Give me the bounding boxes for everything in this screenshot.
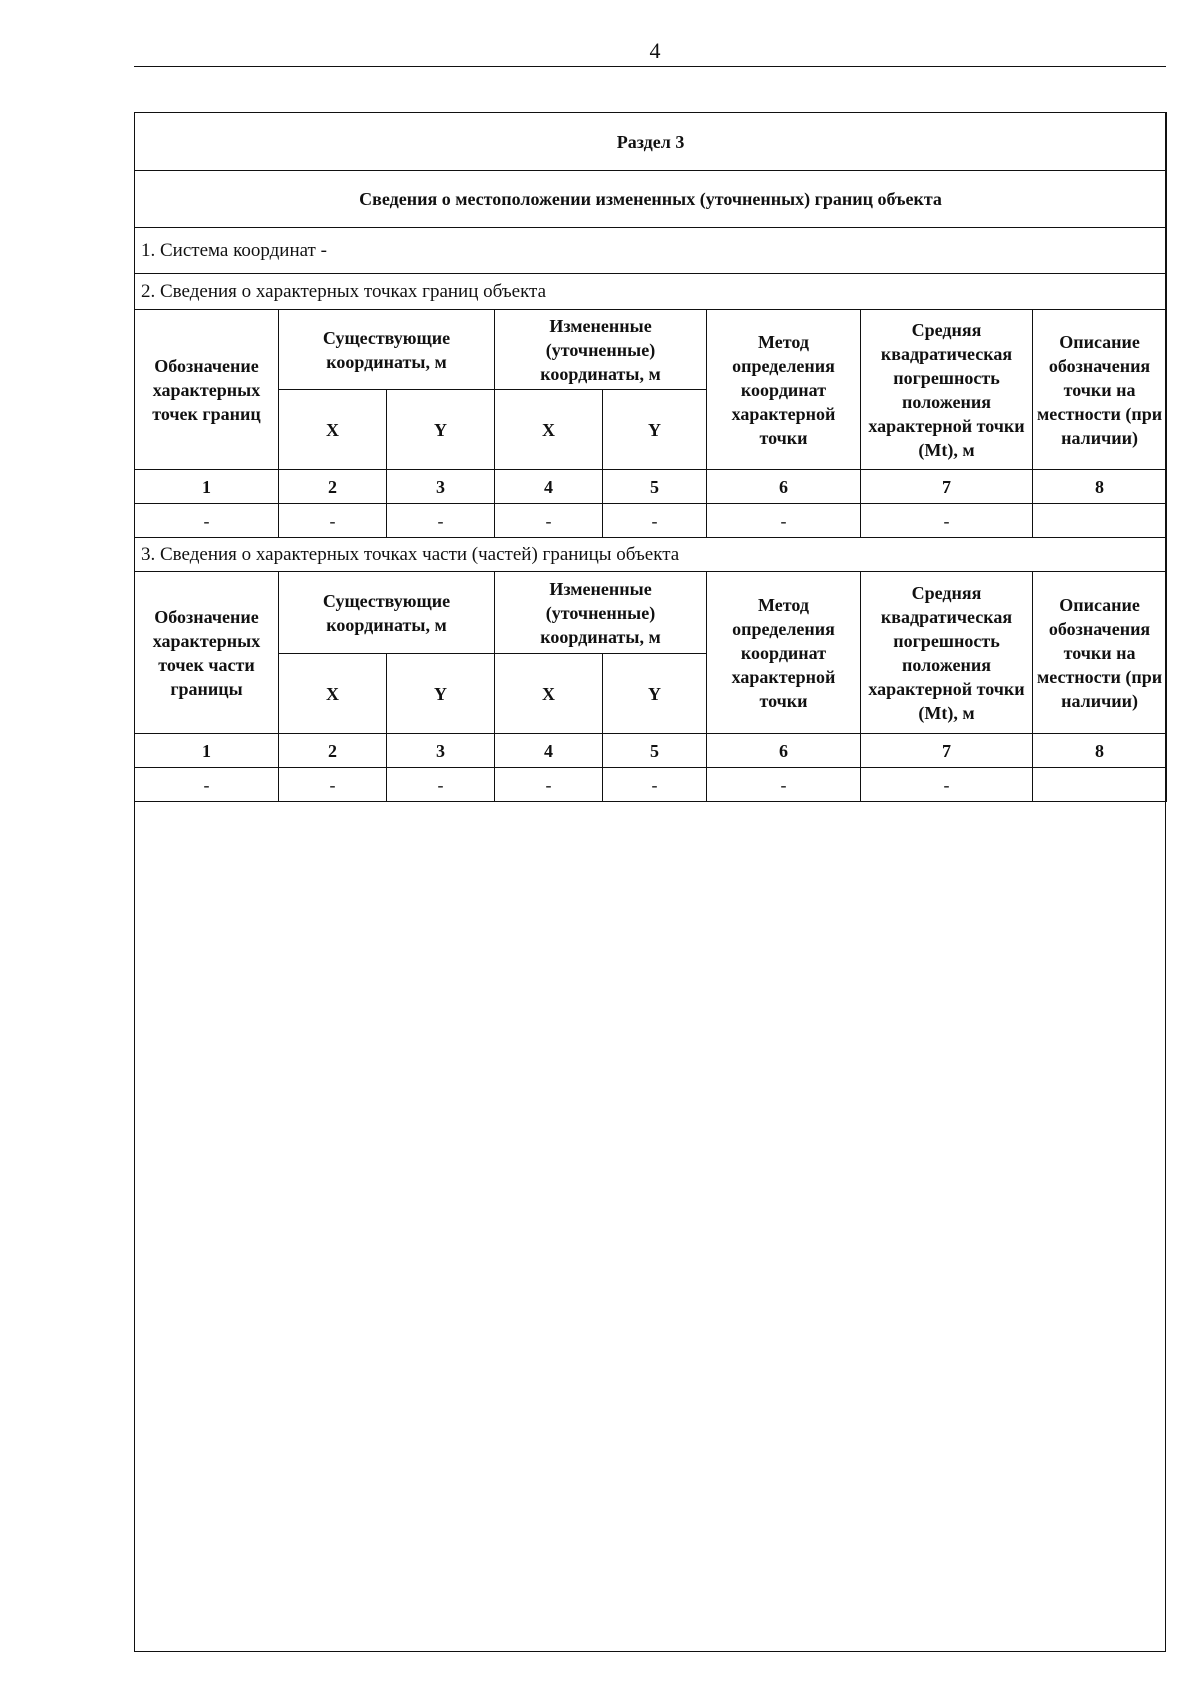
table2-header-changed: Измененные (уточненные) координаты, м <box>495 572 707 654</box>
table1-cell: - <box>707 504 861 538</box>
page-number: 4 <box>649 38 661 63</box>
table1-colnum: 6 <box>707 470 861 504</box>
table2-cell: - <box>387 768 495 802</box>
table1-header-existing: Существующие координаты, м <box>279 310 495 390</box>
table2-cell: - <box>707 768 861 802</box>
section-subtitle: Сведения о местоположении измененных (уточненных) границ объекта <box>135 171 1167 228</box>
table1-colnum: 7 <box>861 470 1033 504</box>
table2-colnum: 4 <box>495 734 603 768</box>
table1-header-existing-x: X <box>279 390 387 470</box>
table1-cell <box>1033 504 1167 538</box>
table2-colnum: 7 <box>861 734 1033 768</box>
table2-header-description: Описание обозначения точки на местности (при наличии) <box>1033 572 1167 734</box>
section-title: Раздел 3 <box>135 113 1167 171</box>
table2-colnum: 2 <box>279 734 387 768</box>
table2-colnum: 3 <box>387 734 495 768</box>
table2-row <box>135 768 1167 802</box>
table2-caption: 3. Сведения о характерных точках части (частей) границы объекта <box>135 538 1167 572</box>
table1-colnum: 2 <box>279 470 387 504</box>
table1-header-method: Метод определения координат характерной точки <box>707 310 861 470</box>
table2-cell: - <box>495 768 603 802</box>
table2-cell: - <box>135 768 279 802</box>
table1-header-changed-y: Y <box>603 390 707 470</box>
table1-colnum: 1 <box>135 470 279 504</box>
table2-header-error: Средняя квадратическая погрешность положения характерной точки (Mt), м <box>861 572 1033 734</box>
table1-colnum: 4 <box>495 470 603 504</box>
coordinate-system-row: 1. Система координат - <box>135 228 1167 274</box>
table2-colnum: 6 <box>707 734 861 768</box>
table2-header-changed-x: X <box>495 654 603 734</box>
table2-header-existing-y: Y <box>387 654 495 734</box>
table2-colnum: 8 <box>1033 734 1167 768</box>
table2-cell: - <box>603 768 707 802</box>
table2-header-changed-y: Y <box>603 654 707 734</box>
table1-header-designation: Обозначение характерных точек границ <box>135 310 279 470</box>
table1-header-changed-x: X <box>495 390 603 470</box>
section-3-table <box>134 112 1167 802</box>
table2-colnum: 1 <box>135 734 279 768</box>
table1-cell: - <box>861 504 1033 538</box>
table1-caption: 2. Сведения о характерных точках границ объекта <box>135 274 1167 310</box>
table1-cell: - <box>495 504 603 538</box>
table2-cell: - <box>861 768 1033 802</box>
table1-cell: - <box>279 504 387 538</box>
table2-cell <box>1033 768 1167 802</box>
table2-header-existing: Существующие координаты, м <box>279 572 495 654</box>
table2-header-method: Метод определения координат характерной точки <box>707 572 861 734</box>
table1-header-description: Описание обозначения точки на местности (при наличии) <box>1033 310 1167 470</box>
header-rule <box>134 66 1166 67</box>
table1-colnum: 5 <box>603 470 707 504</box>
table1-header-changed: Измененные (уточненные) координаты, м <box>495 310 707 390</box>
table1-cell: - <box>135 504 279 538</box>
table2-colnum: 5 <box>603 734 707 768</box>
table1-cell: - <box>387 504 495 538</box>
table2-cell: - <box>279 768 387 802</box>
table1-colnum: 8 <box>1033 470 1167 504</box>
table2-header-designation: Обозначение характерных точек части границы <box>135 572 279 734</box>
table1-row <box>135 504 1167 538</box>
table1-colnum: 3 <box>387 470 495 504</box>
table1-cell: - <box>603 504 707 538</box>
table2-header-existing-x: X <box>279 654 387 734</box>
table1-header-error: Средняя квадратическая погрешность положения характерной точки (Mt), м <box>861 310 1033 470</box>
table1-header-existing-y: Y <box>387 390 495 470</box>
